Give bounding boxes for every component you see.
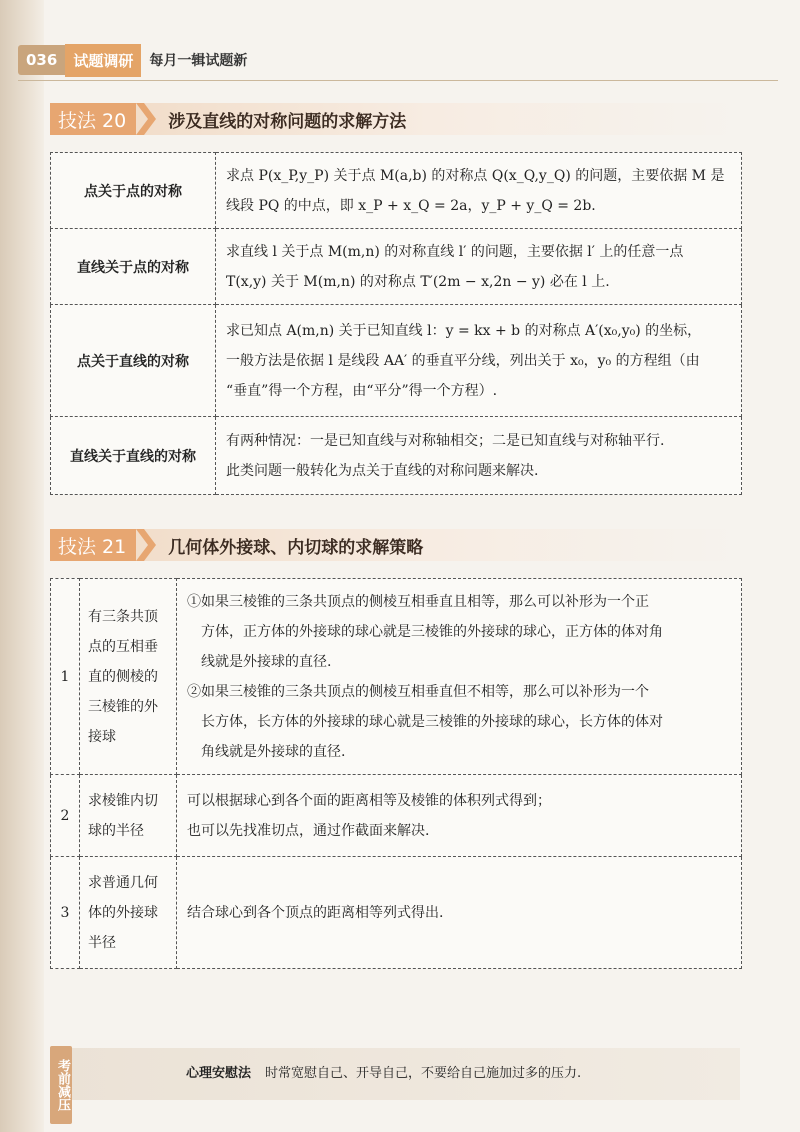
technique-20-table [50,152,742,495]
value-line: 求已知点 A(m,n) 关于已知直线 l：y = kx + b 的对称点 A′(x₀,y₀) 的坐标， [226,322,702,339]
row-key [80,579,177,775]
footer-text: 时常宽慰自己、开导自己，不要给自己施加过多的压力. [265,1066,582,1081]
value-line: T(x,y) 关于 M(m,n) 的对称点 T′(2m − x,2n − y) 必在 l 上. [226,273,610,290]
key-line: 接球 [88,728,116,745]
key-line: 三棱锥的外 [88,698,158,715]
value-line: 线就是外接球的直径. [187,653,332,670]
technique-21-table [50,578,742,969]
key-line: 半径 [88,934,116,951]
technique-21-title: 几何体外接球、内切球的求解策略 [168,537,424,558]
row-key: 直线关于直线的对称 [51,417,216,495]
value-line: 有两种情况：一是已知直线与对称轴相交；二是已知直线与对称轴平行. [226,432,665,449]
technique-21-row [51,775,742,857]
key-line: 直的侧棱的 [88,668,158,685]
row-value [177,775,742,857]
value-line: 也可以先找准切点，通过作截面来解决. [187,822,430,839]
footer-label: 心理安慰法 [186,1066,252,1081]
page-edge-shade [0,0,44,1132]
row-value [177,579,742,775]
technique-20-row [51,417,742,495]
value-line: 求直线 l 关于点 M(m,n) 的对称直线 l′ 的问题，主要依据 l′ 上的任意一点 [226,243,684,260]
page-header [18,44,247,76]
row-number: 2 [51,775,80,857]
footer-tag: 考前减压 [50,1046,72,1124]
header-subtitle: 每月一辑试题新 [149,53,248,69]
value-line: ①如果三棱锥的三条共顶点的侧棱互相垂直且相等，那么可以补形为一个正 [187,593,649,610]
row-value [177,857,742,969]
key-line: 求普通几何 [88,874,158,891]
row-number: 3 [51,857,80,969]
key-line: 点的互相垂 [88,638,158,655]
row-value [216,229,742,305]
value-line: 此类问题一般转化为点关于直线的对称问题来解决. [226,462,539,479]
row-number: 1 [51,579,80,775]
technique-20-badge: 技法 20 [50,103,136,135]
technique-20-heading [50,103,740,135]
key-line: 求棱锥内切 [88,792,158,809]
technique-20-row [51,229,742,305]
technique-21-heading [50,529,740,561]
row-key [80,857,177,969]
row-value [216,417,742,495]
value-line: 方体，正方体的外接球的球心就是三棱锥的外接球的球心，正方体的体对角 [187,623,663,640]
value-line: 一般方法是依据 l 是线段 AA′ 的垂直平分线，列出关于 x₀，y₀ 的方程组（由 [226,352,700,369]
key-line: 体的外接球 [88,904,158,921]
row-key: 点关于点的对称 [51,153,216,229]
key-line: 球的半径 [88,822,144,839]
technique-20-row [51,305,742,417]
row-key: 点关于直线的对称 [51,305,216,417]
value-line: “垂直”得一个方程，由“平分”得一个方程）. [226,382,498,399]
value-line: 结合球心到各个顶点的距离相等列式得出. [187,904,444,921]
value-line: 求点 P(x_P,y_P) 关于点 M(a,b) 的对称点 Q(x_Q,y_Q) 的问题，主要依据 M 是 [226,167,725,184]
key-line: 有三条共顶 [88,608,158,625]
value-line: ②如果三棱锥的三条共顶点的侧棱互相垂直但不相等，那么可以补形为一个 [187,683,649,700]
value-line: 线段 PQ 的中点，即 x_P + x_Q = 2a，y_P + y_Q = 2b. [226,197,596,214]
row-key [80,775,177,857]
value-line: 角线就是外接球的直径. [187,743,346,760]
technique-21-row [51,579,742,775]
chevron-right-icon [136,529,162,561]
value-line: 可以根据球心到各个面的距离相等及棱锥的体积列式得到； [187,792,551,809]
row-key: 直线关于点的对称 [51,229,216,305]
footer-tip [186,1062,581,1081]
page-number: 036 [18,45,65,75]
section-name: 试题调研 [65,44,141,77]
technique-21-badge: 技法 21 [50,529,136,561]
row-value [216,153,742,229]
row-value [216,305,742,417]
technique-20-title: 涉及直线的对称问题的求解方法 [168,111,407,132]
header-divider [18,80,778,81]
chevron-right-icon [136,103,162,135]
value-line: 长方体，长方体的外接球的球心就是三棱锥的外接球的球心，长方体的体对 [187,713,663,730]
technique-21-row [51,857,742,969]
technique-20-row [51,153,742,229]
